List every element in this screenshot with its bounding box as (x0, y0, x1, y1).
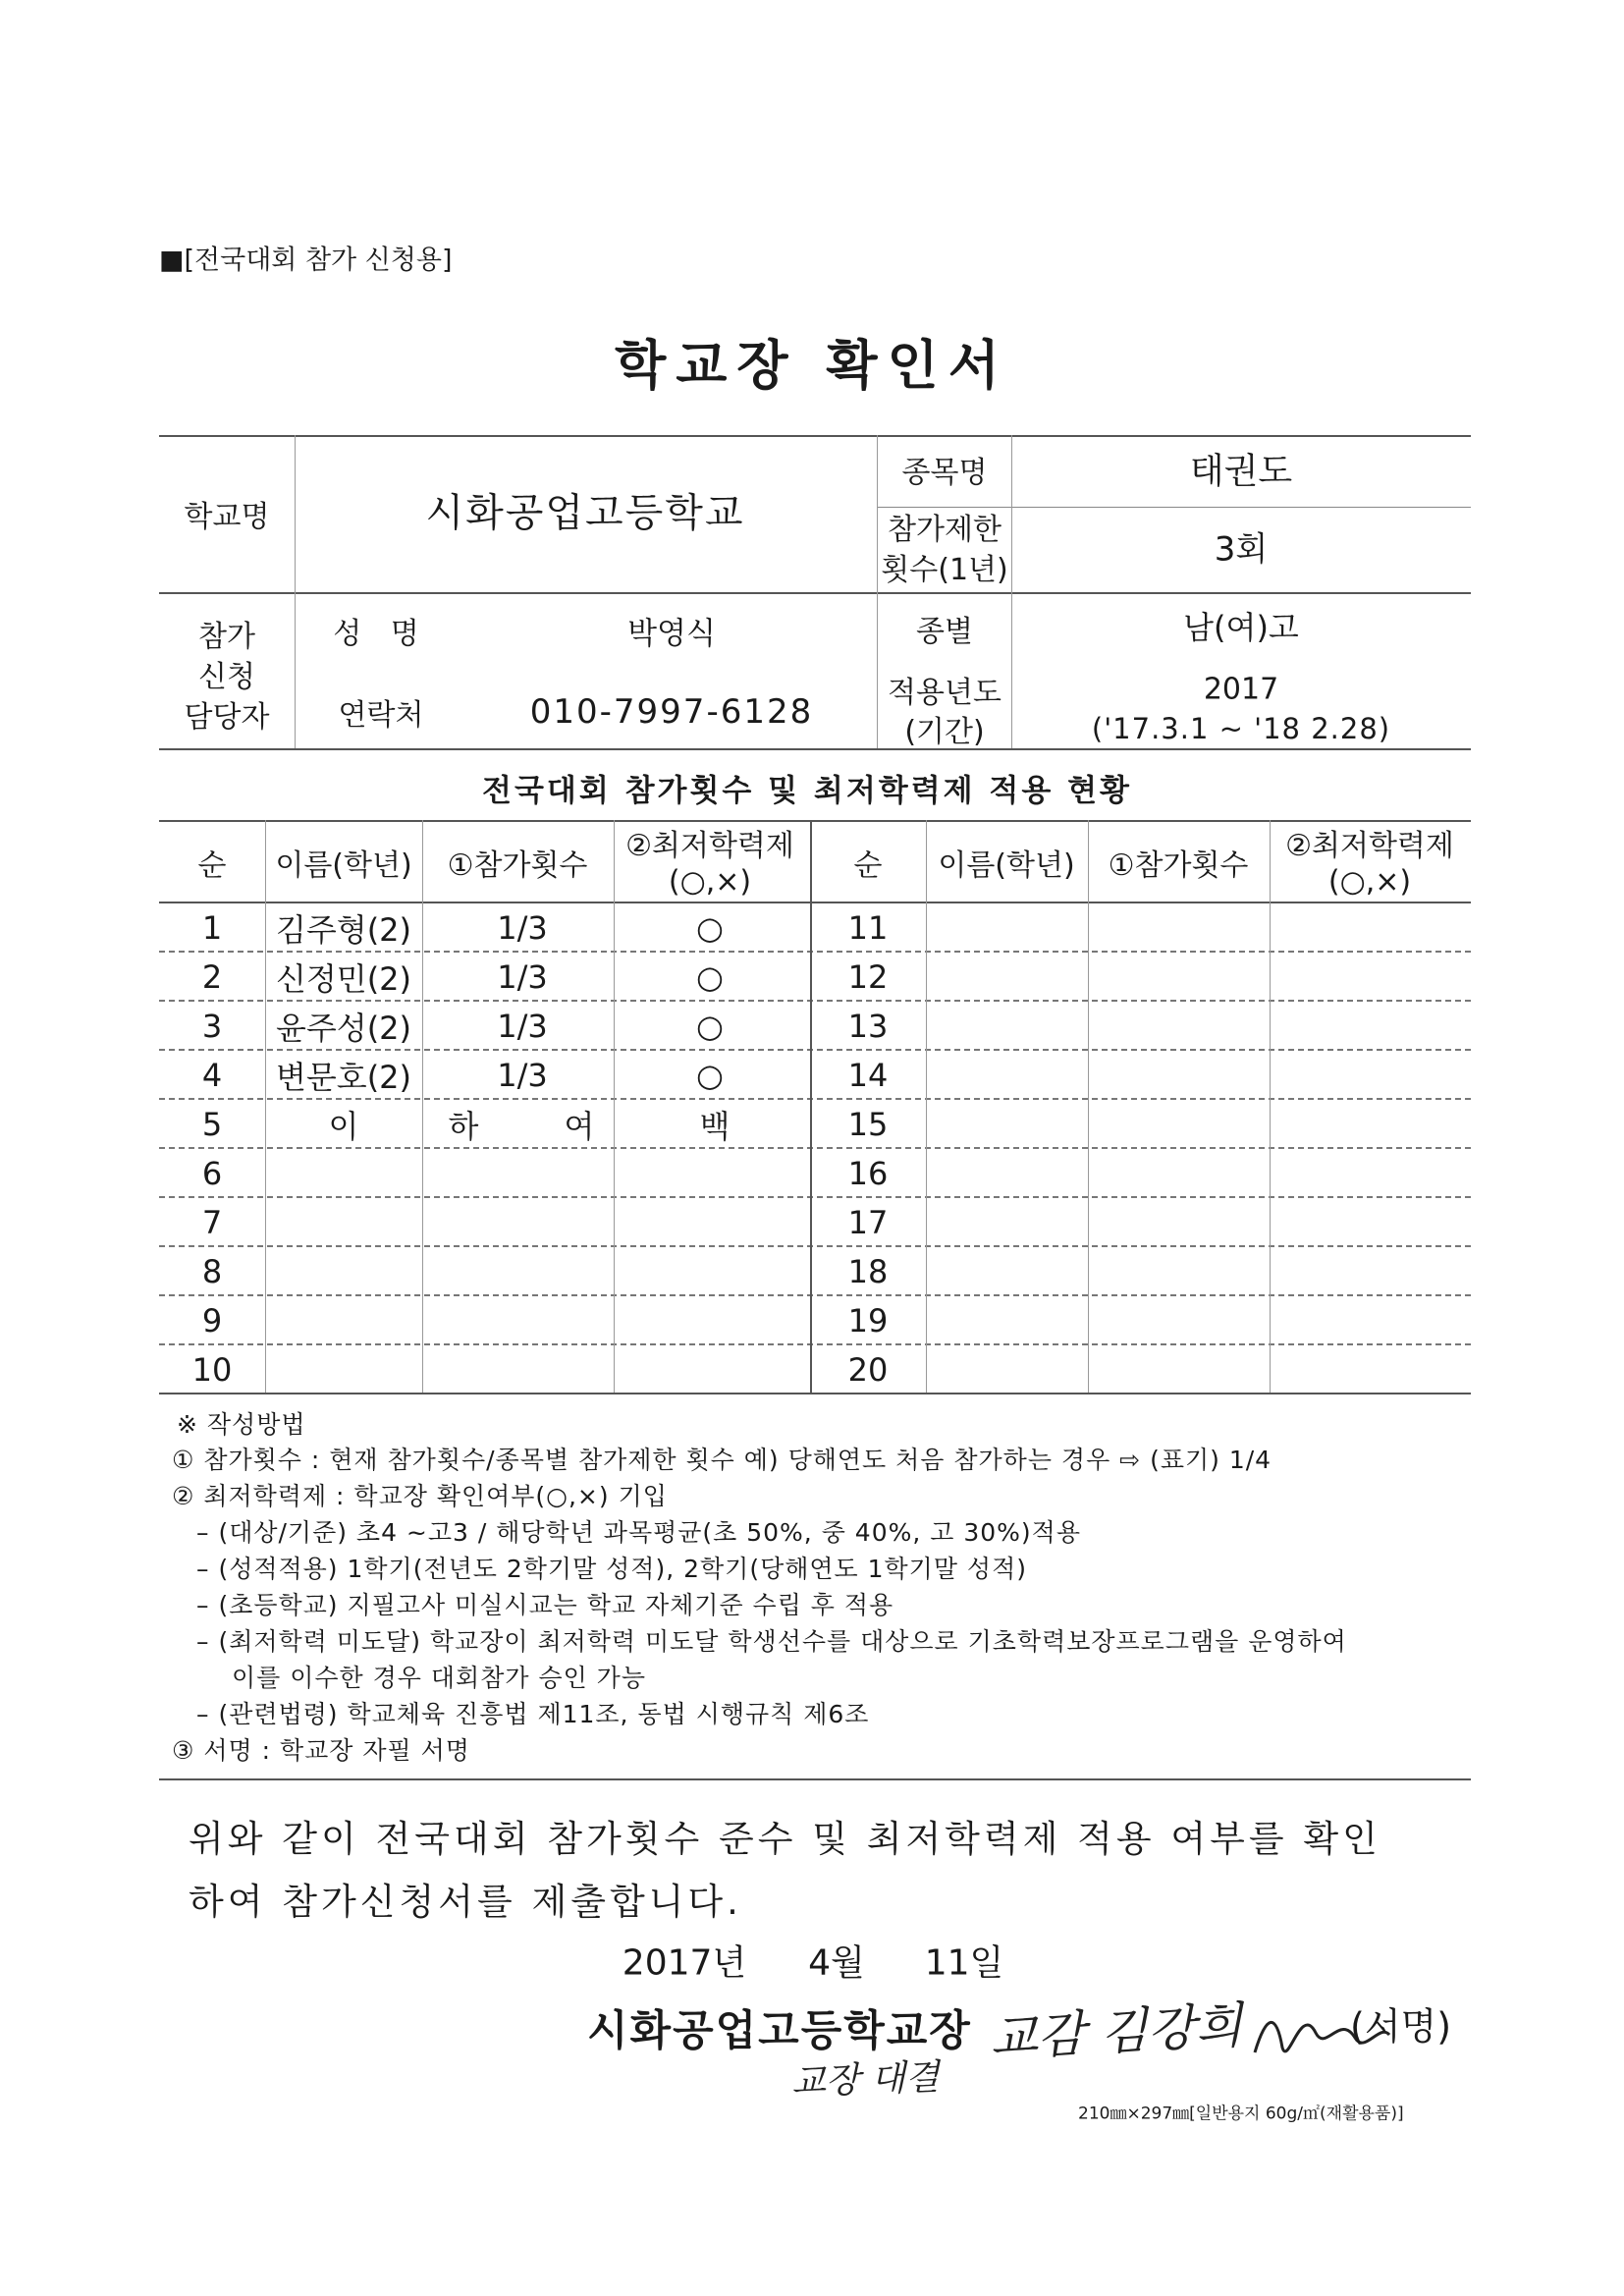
row-16-no: 16 (847, 1155, 889, 1192)
status-title: 전국대회 참가횟수 및 최저학력제 적용 현황 (482, 773, 1132, 809)
row-7-no: 7 (201, 1204, 223, 1241)
note-line-4: – (성적적용) 1학기(전년도 2학기말 성적), 2학기(당해연도 1학기말 성적) (196, 1555, 1027, 1583)
proxy-note: 교장 대결 (790, 2056, 941, 2104)
event-label: 종목명 (901, 456, 988, 490)
row-12-no: 12 (847, 958, 889, 996)
statement-line-2: 하여 참가신청서를 제출합니다. (189, 1881, 742, 1923)
col-header-count: ①참가횟수 (447, 848, 588, 883)
manager-label-line1: 참가 (198, 620, 255, 654)
col-header-min-line1-right: ②최저학력제 (1285, 829, 1454, 863)
row-2-name: 신정민(2) (275, 960, 412, 998)
date-year: 2017년 (622, 1942, 747, 1984)
col-header-count-right: ①참가횟수 (1108, 848, 1249, 883)
handwritten-signature: 교감 김강희 (988, 1996, 1244, 2067)
row-18-no: 18 (847, 1253, 889, 1290)
row-1-no: 1 (201, 909, 223, 947)
row-5-count: 하 (448, 1108, 479, 1145)
row-8-no: 8 (201, 1253, 223, 1290)
row-15-no: 15 (847, 1106, 889, 1143)
row-6-no: 6 (201, 1155, 223, 1192)
row-9-no: 9 (201, 1302, 223, 1339)
year-label-line2: (기간) (904, 715, 985, 749)
row-10-no: 10 (191, 1351, 233, 1389)
col-header-no: 순 (197, 848, 227, 883)
row-2-count: 1/3 (497, 958, 548, 996)
row-3-name: 윤주성(2) (275, 1010, 412, 1047)
form-category-tag: ■[전국대회 참가 신청용] (159, 245, 453, 276)
row-20-no: 20 (847, 1351, 889, 1389)
year-value: 2017 (1203, 672, 1279, 707)
row-4-min: ○ (696, 1057, 724, 1094)
limit-label-line2: 횟수(1년) (881, 553, 1008, 587)
paper-spec-footer: 210㎜×297㎜[일반용지 60g/㎡(재활용품)] (1078, 2104, 1404, 2124)
row-4-name: 변문호(2) (275, 1059, 412, 1096)
manager-contact-label: 연락처 (338, 698, 424, 733)
row-5-min: 백 (699, 1108, 731, 1145)
period-value: ('17.3.1 ~ '18 2.28) (1091, 712, 1391, 745)
date-month: 4월 (808, 1942, 865, 1984)
col-header-min-line1: ②최저학력제 (625, 829, 794, 863)
row-3-count: 1/3 (497, 1008, 548, 1045)
col-header-no-right: 순 (853, 848, 883, 883)
note-line-6: – (최저학력 미도달) 학교장이 최저학력 미도달 학생선수를 대상으로 기초학력보장프로그램을 운영하여 (196, 1627, 1347, 1656)
type-label: 종별 (916, 615, 973, 649)
row-5-count2: 여 (564, 1108, 595, 1145)
note-line-7: 이를 이수한 경우 대회참가 승인 가능 (232, 1664, 646, 1692)
note-line-8: – (관련법령) 학교체육 진흥법 제11조, 동법 시행규칙 제6조 (196, 1700, 870, 1728)
date-day: 11일 (924, 1942, 1004, 1984)
row-11-no: 11 (847, 909, 889, 947)
event-value: 태권도 (1189, 451, 1293, 492)
principal-title: 시화공업고등학교장 (587, 2006, 972, 2056)
page-title: 학교장 확인서 (615, 334, 1009, 397)
limit-label-line1: 참가제한 (888, 513, 1001, 547)
row-13-no: 13 (847, 1008, 889, 1045)
row-5-name: 이 (328, 1108, 359, 1145)
manager-contact-value: 010-7997-6128 (529, 692, 814, 732)
col-header-name-right: 이름(학년) (938, 848, 1075, 883)
divider (159, 1778, 1471, 1780)
note-line-2: ② 최저학력제 : 학교장 확인여부(○,×) 기입 (172, 1482, 668, 1510)
manager-label-line2: 신청 (198, 660, 255, 694)
row-2-no: 2 (201, 958, 223, 996)
limit-value: 3회 (1214, 529, 1269, 570)
manager-name-label: 성 명 (333, 617, 429, 651)
row-3-no: 3 (201, 1008, 223, 1045)
row-4-no: 4 (201, 1057, 223, 1094)
col-header-min-line2: (○,×) (668, 864, 752, 900)
school-name-value: 시화공업고등학교 (425, 490, 745, 536)
row-14-no: 14 (847, 1057, 889, 1094)
row-4-count: 1/3 (497, 1057, 548, 1094)
statement-line-1: 위와 같이 전국대회 참가횟수 준수 및 최저학력제 적용 여부를 확인 (189, 1818, 1381, 1860)
note-line-1: ① 참가횟수 : 현재 참가횟수/종목별 참가제한 횟수 예) 당해연도 처음 참가하는 경우 ⇨ (표기) 1/4 (172, 1446, 1272, 1474)
signature-label: (서명) (1350, 2004, 1452, 2049)
note-line-3: – (대상/기준) 초4 ~고3 / 해당학년 과목평균(초 50%, 중 40%, 고 30%)적용 (196, 1518, 1081, 1547)
row-1-name: 김주형(2) (275, 911, 412, 949)
manager-name-value: 박영식 (627, 616, 716, 652)
col-header-min-line2-right: (○,×) (1327, 864, 1412, 900)
notes-heading: ※ 작성방법 (177, 1410, 306, 1439)
row-1-min: ○ (696, 909, 724, 947)
row-17-no: 17 (847, 1204, 889, 1241)
row-19-no: 19 (847, 1302, 889, 1339)
note-line-5: – (초등학교) 지필고사 미실시교는 학교 자체기준 수립 후 적용 (196, 1591, 894, 1619)
row-2-min: ○ (696, 958, 724, 996)
school-name-label: 학교명 (184, 500, 270, 534)
manager-label-line3: 담당자 (184, 700, 270, 735)
row-5-no: 5 (201, 1106, 223, 1143)
row-3-min: ○ (696, 1008, 724, 1045)
type-value: 남(여)고 (1183, 609, 1299, 646)
year-label-line1: 적용년도 (888, 676, 1001, 710)
note-line-9: ③ 서명 : 학교장 자필 서명 (172, 1736, 470, 1765)
col-header-name: 이름(학년) (275, 848, 412, 883)
row-1-count: 1/3 (497, 909, 548, 947)
